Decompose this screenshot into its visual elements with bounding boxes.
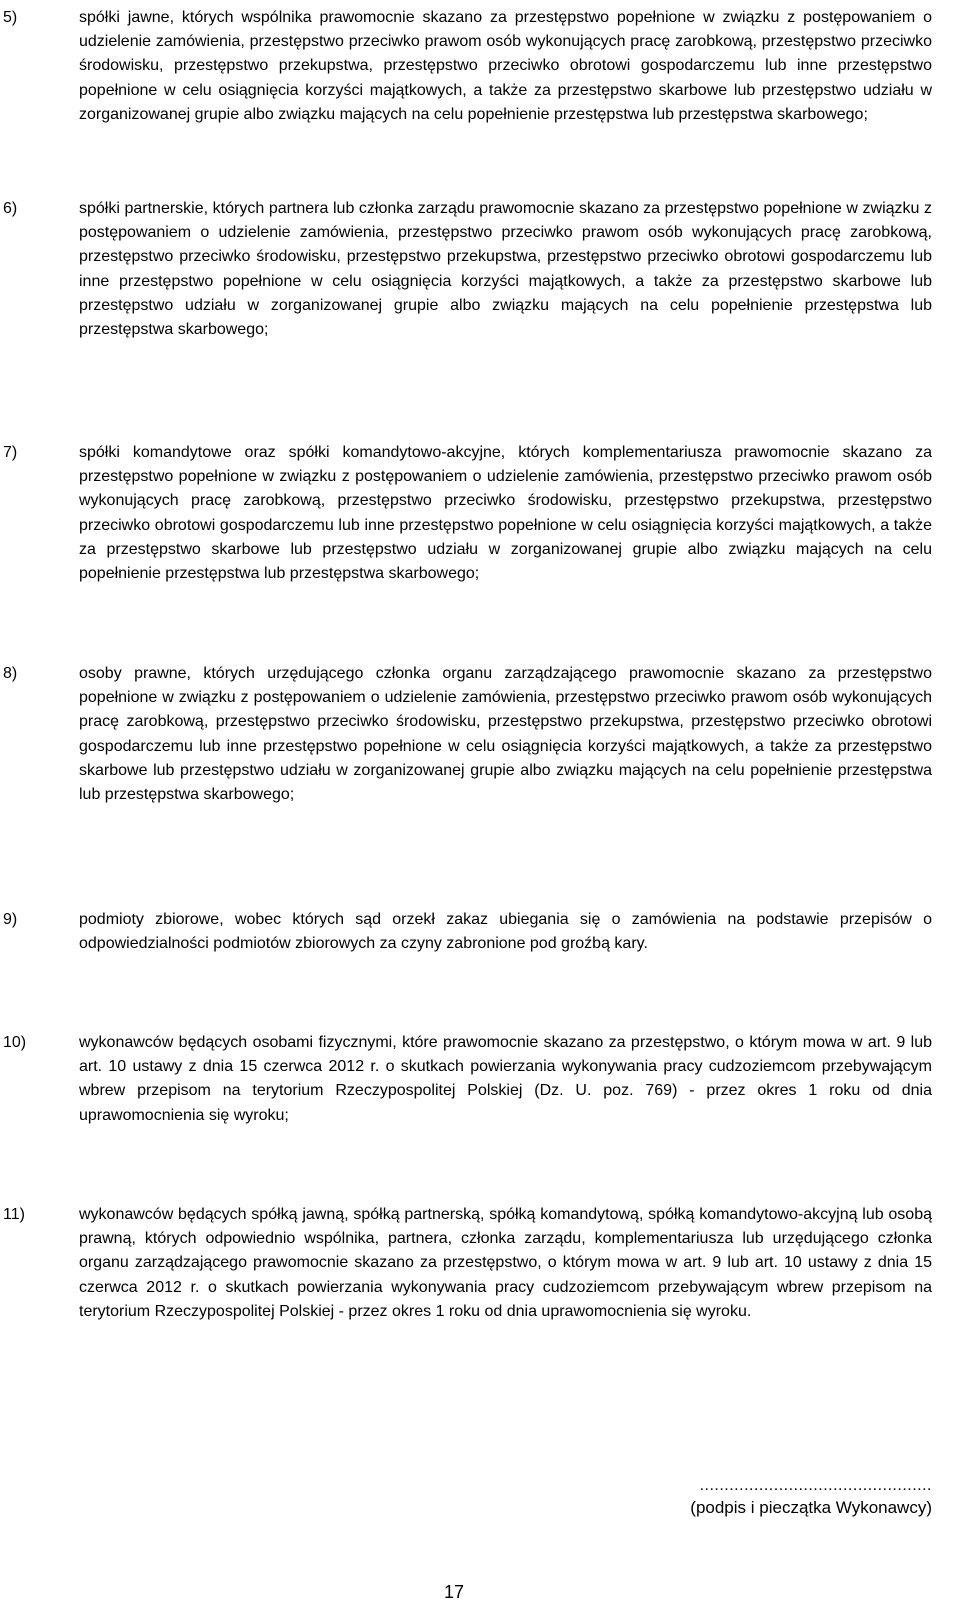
- list-item-number: 7): [3, 444, 18, 461]
- list-item-text: spółki jawne, których wspólnika prawomocnie skazano za przestępstwo popełnione w związku z postępowaniem o udzielenie zamówienia, przestępstwo przeciwko prawom osób wykonujących pracę zarobkową, przestępstwo przeciwko środowisku, przestępstwo przekupstwa, przestępstwo przeciwko obrotowi gospodarczemu lub inne przestępstwo popełnione w celu osiągnięcia korzyści majątkowych, a także za przestępstwo skarbowe lub przestępstwo udziału w zorganizowanej grupie albo związku mających na celu popełnienie przestępstwa lub przestępstwa skarbowego;: [79, 9, 932, 123]
- list-item-number: 9): [3, 911, 18, 928]
- list-item-number: 6): [3, 200, 18, 217]
- list-item-number: 5): [3, 9, 18, 26]
- list-item-number: 8): [3, 665, 18, 682]
- list-item-text: spółki partnerskie, których partnera lub członka zarządu prawomocnie skazano za przestępstwo popełnione w związku z postępowaniem o udzielenie zamówienia, przestępstwo przeciwko prawom osób wykonujących pracę zarobkową, przestępstwo przeciwko środowisku, przestępstwo przekupstwa, przestępstwo przeciwko obrotowi gospodarczemu lub inne przestępstwo popełnione w celu osiągnięcia korzyści majątkowych, a także za przestępstwo skarbowe lub przestępstwo udziału w zorganizowanej grupie albo związku mających na celu popełnienie przestępstwa lub przestępstwa skarbowego;: [79, 200, 932, 339]
- list-item-text: podmioty zbiorowe, wobec których sąd orzekł zakaz ubiegania się o zamówienia na podstawie przepisów o odpowiedzialności podmiotów zbiorowych za czyny zabronione pod groźbą kary.: [79, 911, 932, 953]
- page-number: 17: [443, 1582, 465, 1602]
- list-item-text: wykonawców będących spółką jawną, spółką partnerską, spółką komandytową, spółką komandytowo-akcyjną lub osobą prawną, których odpowiednio wspólnika, partnera, członka zarządu, komplementariusza lub urzędującego członka organu zarządzającego prawomocnie skazano za przestępstwo, o którym mowa w art. 9 lub art. 10 ustawy z dnia 15 czerwca 2012 r. o skutkach powierzania wykonywania pracy cudzoziemcom przebywającym wbrew przepisom na terytorium Rzeczypospolitej Polskiej - przez okres 1 roku od dnia uprawomocnienia się wyroku.: [79, 1206, 932, 1320]
- list-item-text: osoby prawne, których urzędującego członka organu zarządzającego prawomocnie skazano za przestępstwo popełnione w związku z postępowaniem o udzielenie zamówienia, przestępstwo przeciwko prawom osób wykonujących pracę zarobkową, przestępstwo przeciwko środowisku, przestępstwo przekupstwa, przestępstwo przeciwko obrotowi gospodarczemu lub inne przestępstwo popełnione w celu osiągnięcia korzyści majątkowych, a także za przestępstwo skarbowe lub przestępstwo udziału w zorganizowanej grupie albo związku mających na celu popełnienie przestępstwa lub przestępstwa skarbowego;: [79, 665, 932, 804]
- signature-caption: (podpis i pieczątka Wykonawcy): [690, 1498, 932, 1517]
- signature-block: [690, 1475, 932, 1519]
- list-item-text: wykonawców będących osobami fizycznymi, które prawomocnie skazano za przestępstwo, o którym mowa w art. 9 lub art. 10 ustawy z dnia 15 czerwca 2012 r. o skutkach powierzania wykonywania pracy cudzoziemcom przebywającym wbrew przepisom na terytorium Rzeczypospolitej Polskiej (Dz. U. poz. 769) - przez okres 1 roku od dnia uprawomocnienia się wyroku;: [79, 1034, 932, 1124]
- signature-line: ...............................................: [699, 1477, 932, 1494]
- list-item-number: 11): [3, 1206, 25, 1223]
- list-item-text: spółki komandytowe oraz spółki komandytowo-akcyjne, których komplementariusza prawomocnie skazano za przestępstwo popełnione w związku z postępowaniem o udzielenie zamówienia, przestępstwo przeciwko prawom osób wykonujących pracę zarobkową, przestępstwo przeciwko środowisku, przestępstwo przekupstwa, przestępstwo przeciwko obrotowi gospodarczemu lub inne przestępstwo popełnione w celu osiągnięcia korzyści majątkowych, a także za przestępstwo skarbowe lub przestępstwo udziału w zorganizowanej grupie albo związku mających na celu popełnienie przestępstwa lub przestępstwa skarbowego;: [79, 444, 932, 583]
- list-item-number: 10): [3, 1034, 27, 1051]
